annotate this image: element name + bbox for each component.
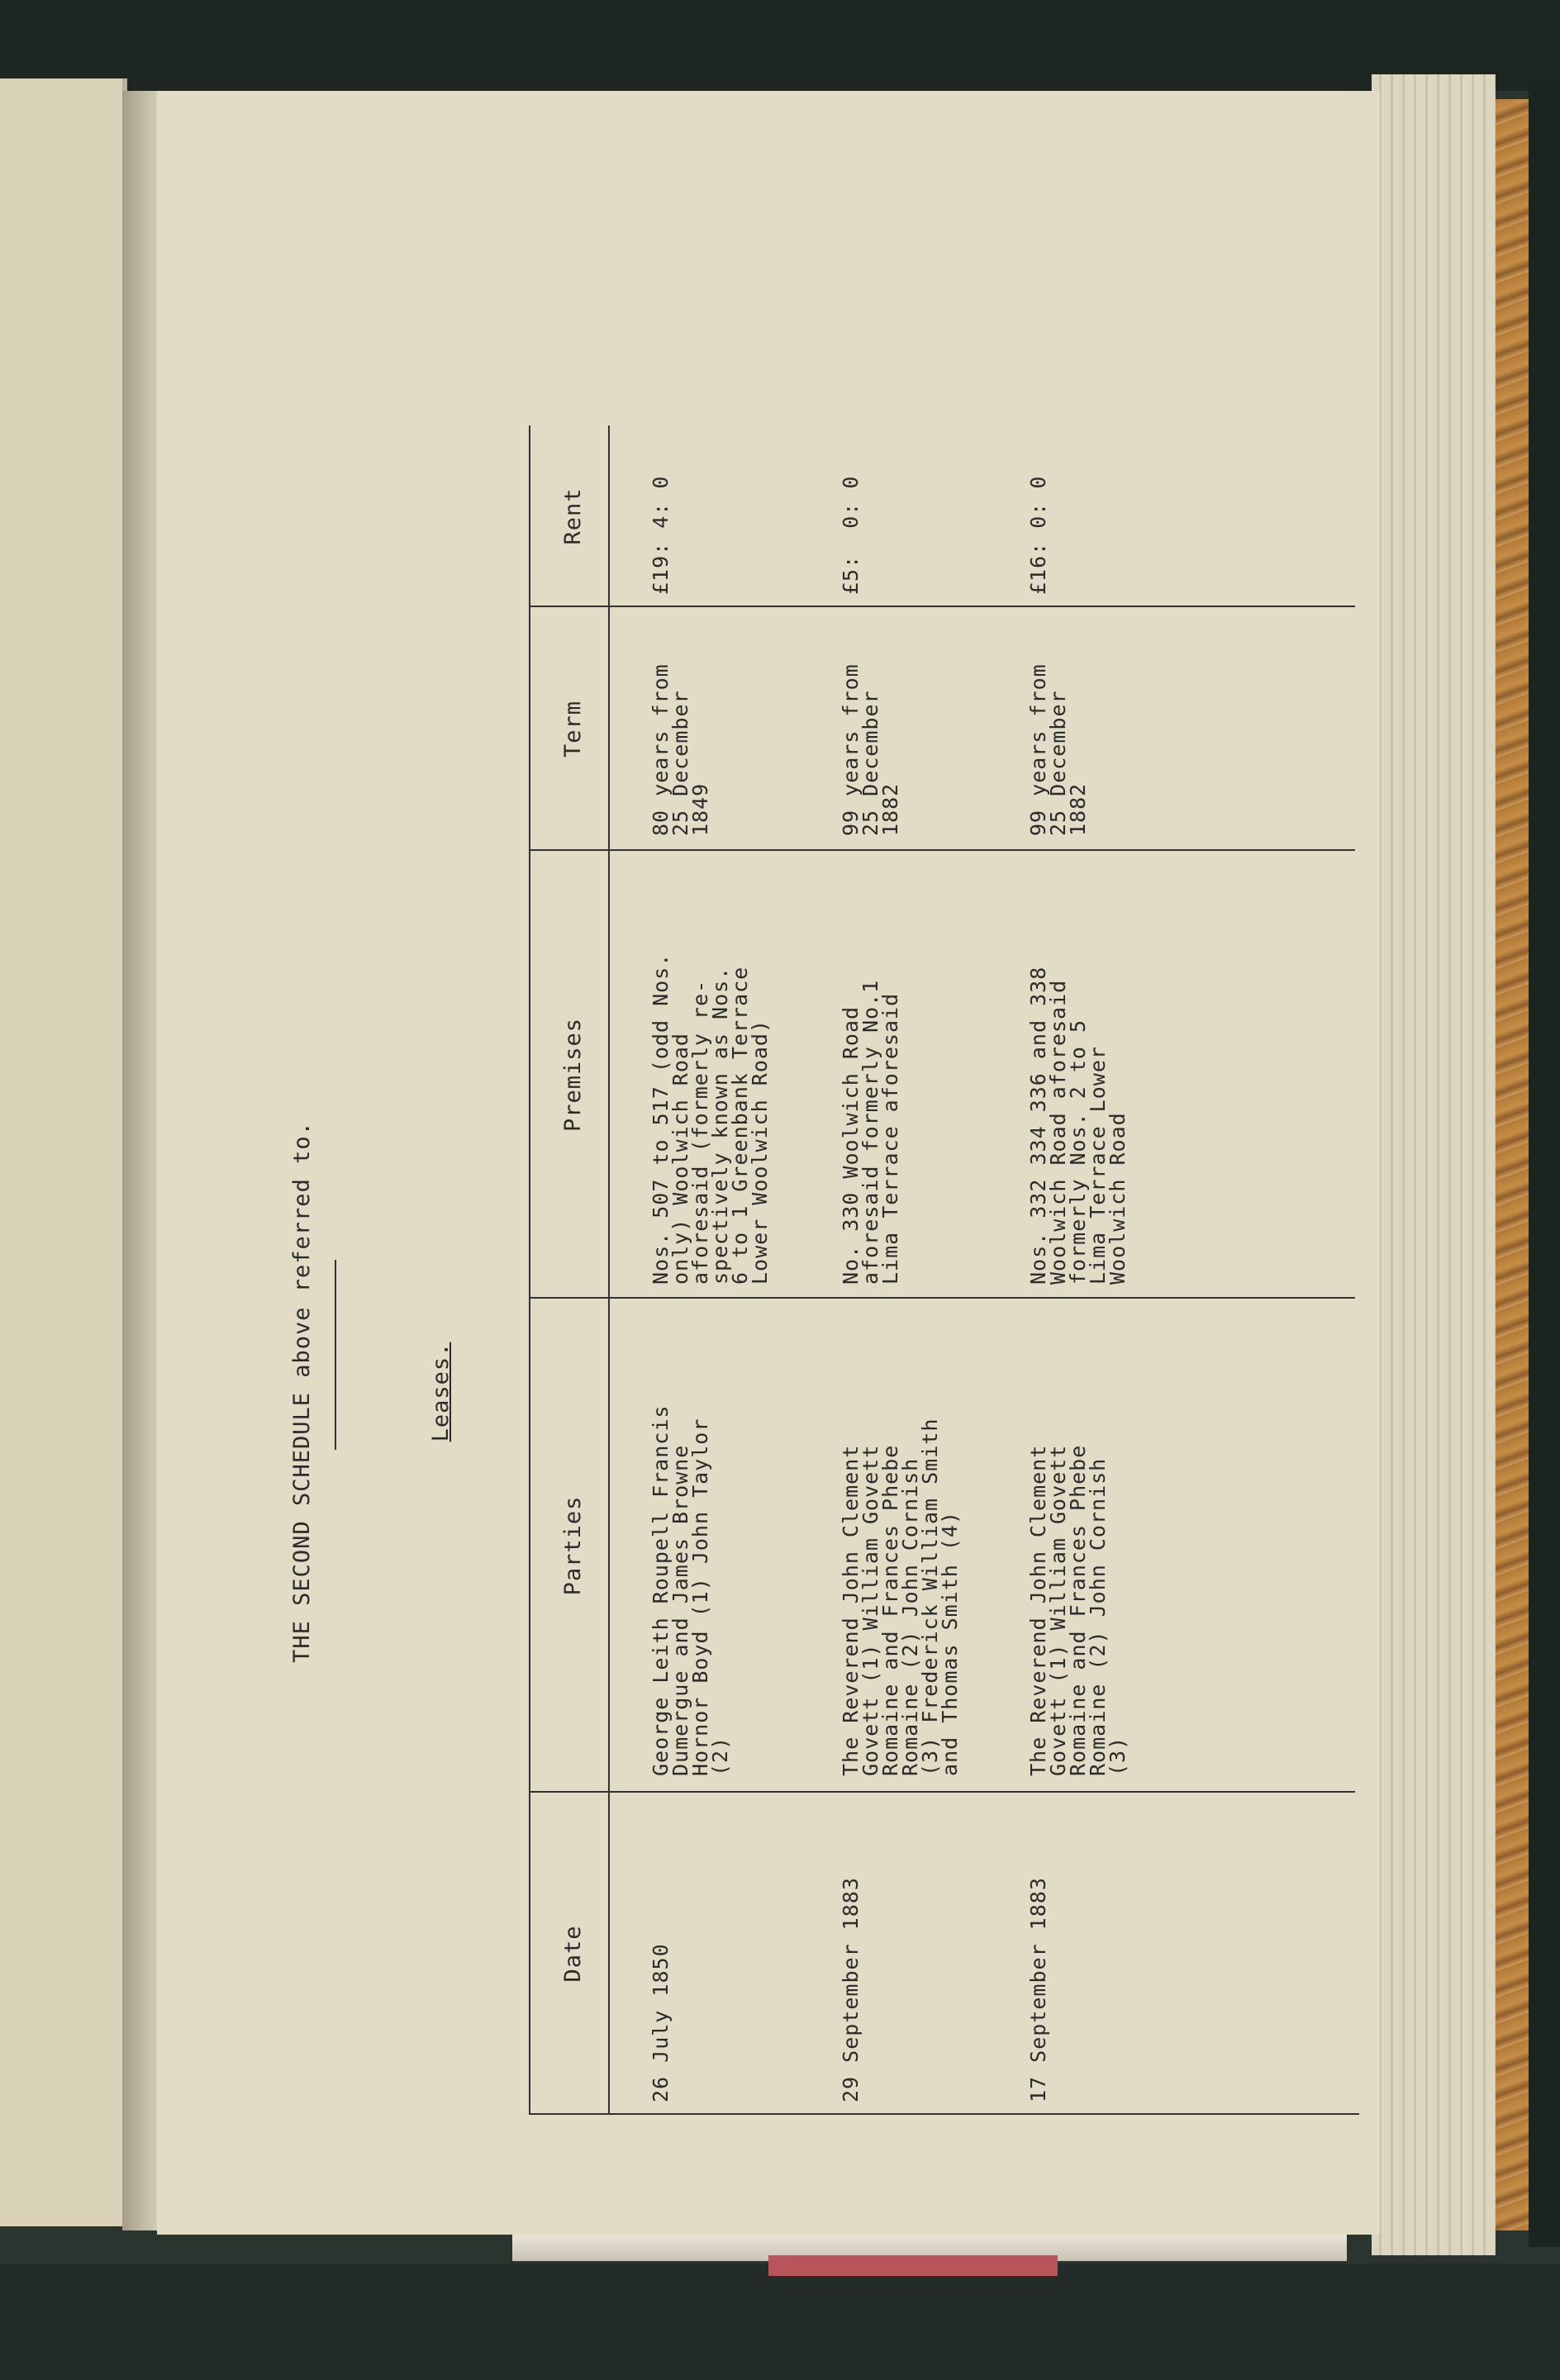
leases-table	[529, 425, 1359, 2115]
schedule-heading: THE SECOND SCHEDULE above referred to.	[289, 1121, 315, 1663]
row-3-term: 99 years from 25 December 1882	[1026, 663, 1090, 836]
row-2-premises: No. 330 Woolwich Road aforesaid formerly No.1 Lima Terrace aforesaid	[839, 979, 902, 1285]
column-divider-1	[529, 1791, 1355, 1793]
row-2-term: 99 years from 25 December 1882	[839, 663, 902, 836]
page-edges	[1372, 74, 1496, 2255]
table-left-rule	[529, 2113, 1359, 2115]
book-gutter	[122, 91, 159, 2230]
leases-subheading: Leases.	[428, 1342, 454, 1442]
schedule-document	[157, 99, 1380, 2115]
row-2-date: 29 September 1883	[839, 1877, 863, 2102]
row-1-date: 26 July 1850	[649, 1943, 673, 2102]
row-3-date: 17 September 1883	[1026, 1877, 1050, 2102]
column-divider-4	[529, 606, 1355, 607]
row-3-premises: Nos. 332 334 336 and 338 Woolwich Road aforesaid formerly Nos. 2 to 5 Lima Terrace Lower Woolwich Road	[1026, 966, 1130, 1285]
book-cover-bottom	[0, 2264, 1560, 2380]
header-rent: Rent	[560, 487, 586, 545]
row-2-rent: £5: 0: 0	[839, 475, 863, 595]
row-1-parties: George Leith Roupell Francis Dumergue and James Browne Hornor Boyd (1) John Taylor (2)	[649, 1404, 732, 1776]
row-1-premises: Nos. 507 to 517 (odd Nos. only) Woolwich Road aforesaid (formerly re- spectively known as Nos. 6 to 1 Greenbank Terrace Lower Woolwich Road)	[649, 952, 772, 1285]
marbled-edge	[1496, 99, 1529, 2230]
left-page	[0, 78, 127, 2226]
row-1-term: 80 years from 25 December 1849	[649, 663, 712, 836]
column-divider-2	[529, 1297, 1355, 1299]
column-divider-3	[529, 849, 1355, 851]
row-3-parties: The Reverend John Clement Govett (1) William Govett Romaine and Frances Phebe Romaine (2) John Cornish (3)	[1026, 1444, 1130, 1776]
row-1-rent: £19: 4: 0	[649, 475, 673, 595]
bookmark-ribbon-red	[768, 2255, 1058, 2276]
row-3-rent: £16: 0: 0	[1026, 475, 1050, 595]
heading-underline	[335, 1260, 336, 1450]
header-date: Date	[560, 1925, 586, 1983]
header-premises: Premises	[560, 1017, 586, 1133]
header-parties: Parties	[560, 1495, 586, 1596]
cover-edge	[1529, 83, 1560, 2247]
table-top-rule	[529, 425, 530, 2115]
book-cover-top	[0, 0, 1560, 91]
header-term: Term	[560, 700, 586, 758]
row-2-parties: The Reverend John Clement Govett (1) William Govett Romaine and Frances Phebe Romaine (2) John Cornish (3) Frederick William Smith and Thomas Smith (4)	[839, 1418, 962, 1776]
header-rule	[608, 425, 610, 2115]
